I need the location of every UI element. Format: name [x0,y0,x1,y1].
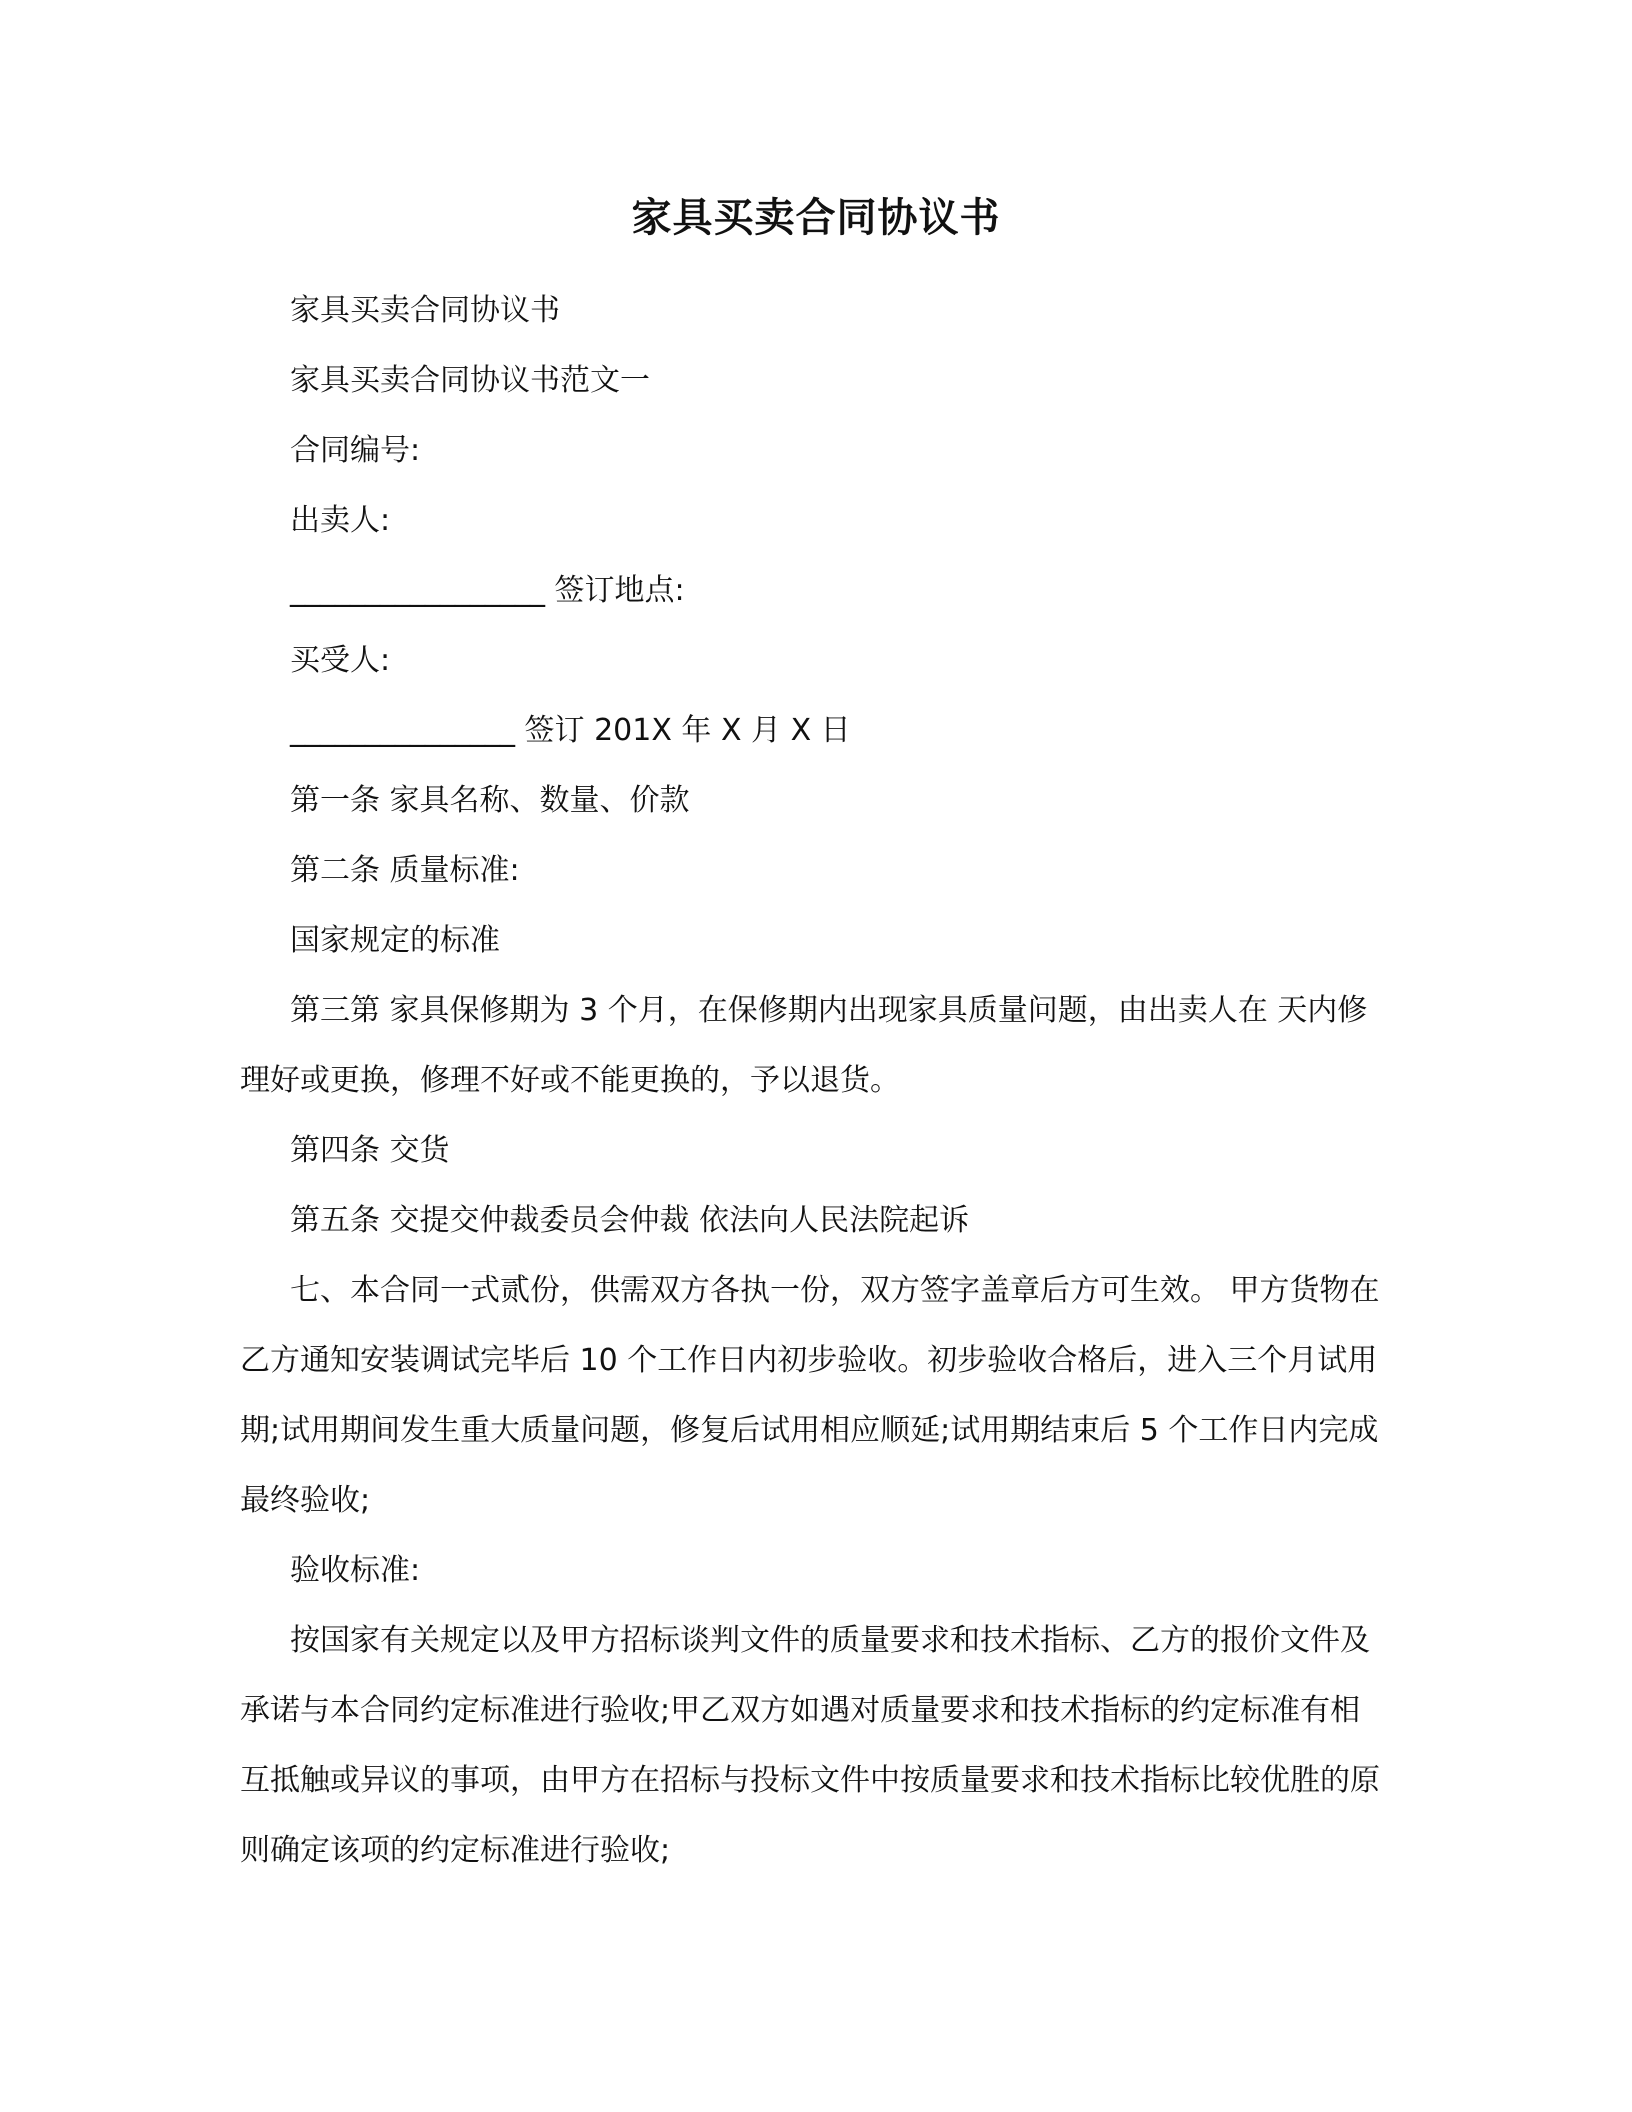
paragraph-article-1: 第一条 家具名称、数量、价款 [290,783,690,818]
paragraph-signing-date: _______________ 签订 201X 年 X 月 X 日 [290,713,851,748]
paragraph-national-standard: 国家规定的标准 [290,923,500,958]
paragraph-article-2: 第二条 质量标准: [290,853,520,888]
paragraph-article-5-arbitration: 第五条 交提交仲裁委员会仲裁 依法向人民法院起诉 [290,1203,970,1238]
paragraph-article-3-warranty: 第三第 家具保修期为 3 个月，在保修期内出现家具质量问题，由出卖人在 天内修理好或更换，修理不好或不能更换的，予以退货。 [240,993,1368,1098]
document-body [240,276,1390,1886]
paragraph-buyer: 买受人: [290,643,391,678]
paragraph-article-4-delivery: 第四条 交货 [290,1133,450,1168]
paragraph-signing-place: _________________ 签订地点: [290,573,685,608]
paragraph-contract-number: 合同编号: [290,433,421,468]
paragraph-acceptance-standard-heading: 验收标准: [290,1553,421,1588]
paragraph-article-7-acceptance: 七、本合同一式贰份，供需双方各执一份，双方签字盖章后方可生效。 甲方货物在乙方通知安装调试完毕后 10 个工作日内初步验收。初步验收合格后，进入三个月试用期;试用期间发生重大质量问题，修复后试用相应顺延;试用期结束后 5 个工作日内完成最终验收; [240,1273,1380,1518]
paragraph-seller: 出卖人: [290,503,391,538]
paragraph-acceptance-standard-body: 按国家有关规定以及甲方招标谈判文件的质量要求和技术指标、乙方的报价文件及承诺与本合同约定标准进行验收;甲乙双方如遇对质量要求和技术指标的约定标准有相互抵触或异议的事项，由甲方在招标与投标文件中按质量要求和技术指标比较优胜的原则确定该项的约定标准进行验收; [240,1623,1380,1868]
paragraph-template-name: 家具买卖合同协议书范文一 [290,363,650,398]
document-title: 家具买卖合同协议书 [631,195,1001,241]
paragraph-subtitle: 家具买卖合同协议书 [290,293,560,328]
